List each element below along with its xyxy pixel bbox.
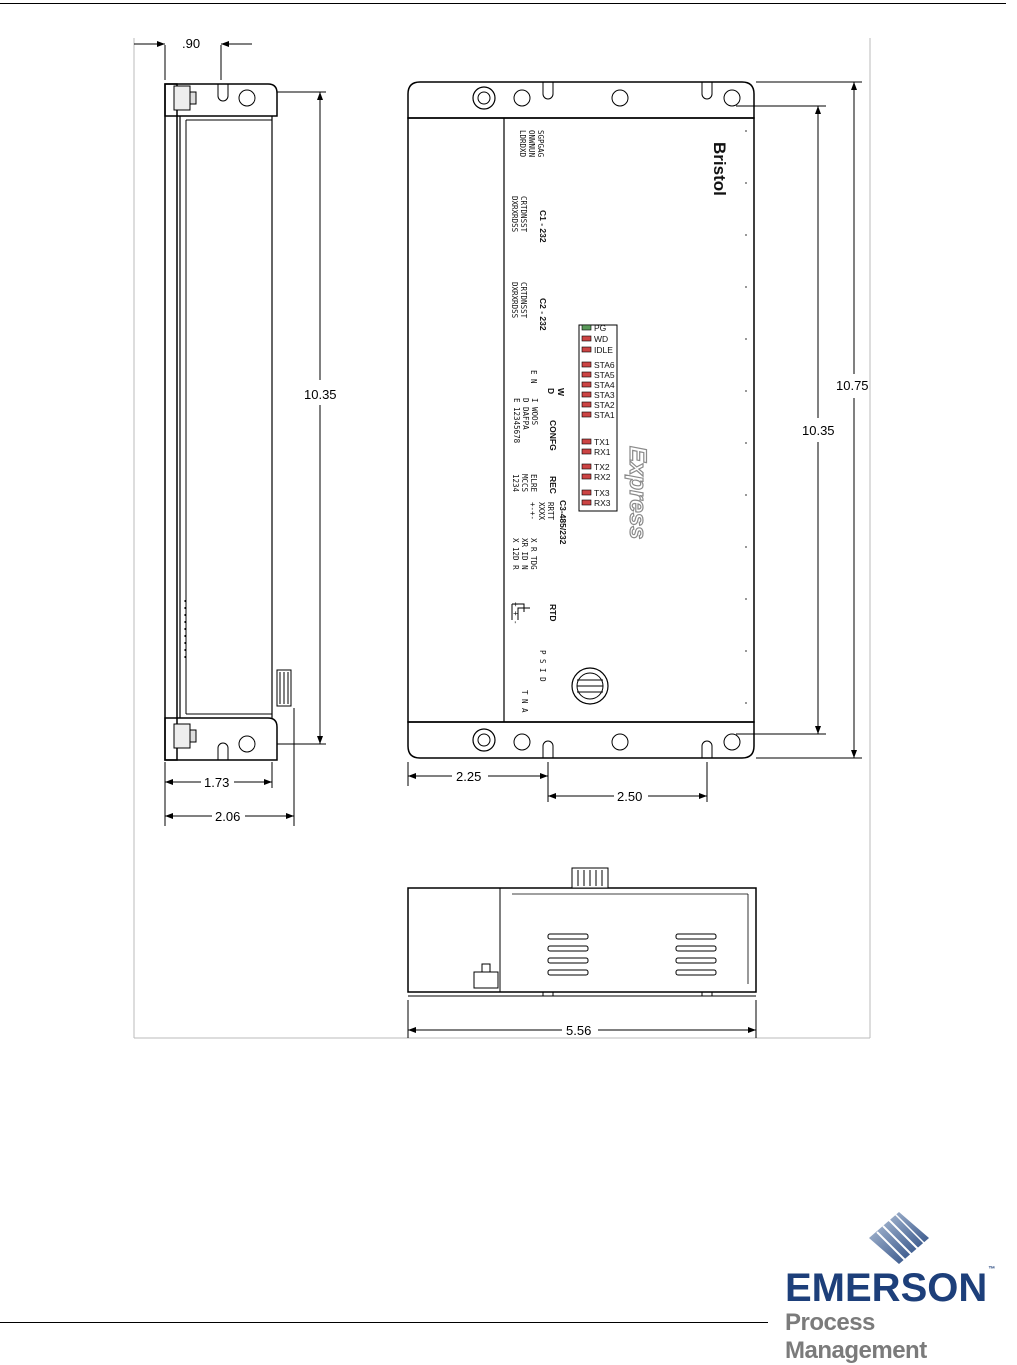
led-label-sta4: STA4 xyxy=(594,380,615,390)
top-block-col-3: LDRDXD xyxy=(518,130,527,158)
c3-header: C3-485/232 xyxy=(558,500,568,545)
config-col-2: D DAFPA xyxy=(521,398,530,430)
led-wd xyxy=(582,336,591,341)
led-label-sta5: STA5 xyxy=(594,370,615,380)
c3-col-2: XXXX xyxy=(537,502,546,521)
dim-mount-offset: .90 xyxy=(182,36,201,51)
c2-header: C2 - 232 xyxy=(538,298,548,331)
side-view xyxy=(165,84,291,760)
config-col-3: E 12345678 xyxy=(512,398,521,444)
rtd-header: RTD xyxy=(548,604,558,622)
c3-col-1: RRTT xyxy=(546,502,555,521)
config-col-1: I WOOS xyxy=(530,398,539,426)
dim-side-height: 10.35 xyxy=(304,387,337,402)
led-label-rx3: RX3 xyxy=(594,498,611,508)
dim-side-depth-overall: 2.06 xyxy=(215,809,241,824)
dim-front-inner: 10.35 xyxy=(802,423,835,438)
power-col-1: P S I D xyxy=(538,650,547,682)
c2-col-2: DXRXRDSS xyxy=(510,282,519,319)
trademark: ™ xyxy=(988,1266,996,1273)
led-indicators xyxy=(582,323,615,508)
terminal-labels xyxy=(510,130,568,713)
company-name-text: EMERSON xyxy=(785,1266,988,1310)
c3-col-5: XR ID N xyxy=(520,538,529,570)
led-rx2 xyxy=(582,474,591,479)
led-sta3 xyxy=(582,392,591,397)
led-label-sta1: STA1 xyxy=(594,410,615,420)
top-block-col-2: ONWNUN xyxy=(527,130,536,158)
division-name: Process Management xyxy=(785,1309,927,1364)
front-dimensions xyxy=(408,82,869,804)
c1-header: C1 - 232 xyxy=(538,210,548,243)
c2-col-1: CRTDNSST xyxy=(519,282,528,319)
led-sta2 xyxy=(582,402,591,407)
led-label-idle: IDLE xyxy=(594,345,613,355)
led-pg xyxy=(582,325,591,330)
rec-col-1: ELRE xyxy=(529,474,538,493)
dim-side-depth-body: 1.73 xyxy=(204,775,230,790)
rec-col-2: MCCS xyxy=(520,474,529,493)
led-label-sta3: STA3 xyxy=(594,390,615,400)
led-sta4 xyxy=(582,382,591,387)
emerson-logo xyxy=(777,1212,1005,1364)
dim-hole-offset: 2.25 xyxy=(456,769,482,784)
c3-col-6: X 12D R xyxy=(511,538,520,570)
led-rx1 xyxy=(582,449,591,454)
led-label-wd: WD xyxy=(594,334,609,344)
rec-col-3: 1234 xyxy=(511,474,520,493)
c1-col-2: DXRXRDSS xyxy=(510,196,519,233)
led-label-rx1: RX1 xyxy=(594,447,611,457)
brand-bristol: Bristol xyxy=(710,142,729,196)
dim-front-overall: 10.75 xyxy=(836,378,869,393)
led-tx1 xyxy=(582,439,591,444)
led-label-pg: PG xyxy=(594,323,607,333)
c3-col-3: +-+- xyxy=(528,502,537,521)
led-label-tx1: TX1 xyxy=(594,437,610,447)
d-header: D xyxy=(546,388,556,395)
led-sta5 xyxy=(582,372,591,377)
brand-express: Express xyxy=(624,446,651,540)
front-view xyxy=(408,82,754,758)
led-tx2 xyxy=(582,464,591,469)
led-tx3 xyxy=(582,490,591,495)
led-label-tx2: TX2 xyxy=(594,462,610,472)
led-rx3 xyxy=(582,500,591,505)
top-block-col-1: SGPGAG xyxy=(536,130,545,158)
power-col-2: T N A xyxy=(520,690,529,713)
bottom-view xyxy=(408,868,756,996)
dim-hole-spacing: 2.50 xyxy=(617,789,643,804)
rtd-terminals: + + - xyxy=(511,602,520,625)
bottom-dimensions xyxy=(408,1000,756,1038)
company-name xyxy=(785,1266,995,1311)
led-idle xyxy=(582,347,591,352)
led-sta1 xyxy=(582,412,591,417)
w-header: W xyxy=(556,388,566,397)
rec-header: REC xyxy=(548,476,558,494)
config-header: CONFG xyxy=(548,420,558,451)
led-label-tx3: TX3 xyxy=(594,488,610,498)
emerson-mark-icon xyxy=(869,1212,929,1274)
led-label-sta6: STA6 xyxy=(594,360,615,370)
c1-col-1: CRTDNSST xyxy=(519,196,528,233)
led-label-sta2: STA2 xyxy=(594,400,615,410)
bottom-rule xyxy=(0,1322,768,1323)
c3-col-4: X R TDG xyxy=(529,538,538,570)
e-label: E N xyxy=(529,370,538,384)
dim-bottom-width: 5.56 xyxy=(566,1023,592,1038)
led-sta6 xyxy=(582,362,591,367)
led-label-rx2: RX2 xyxy=(594,472,611,482)
